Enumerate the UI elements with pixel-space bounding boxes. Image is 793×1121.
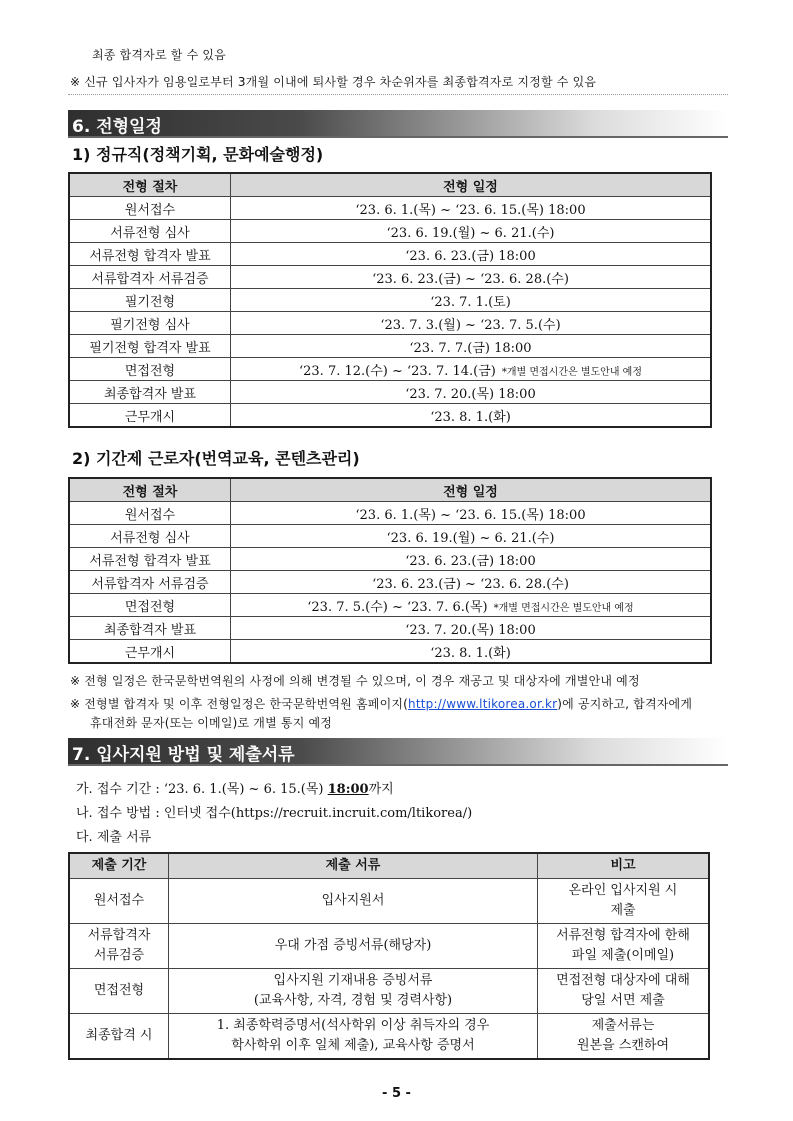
period-text: 가. 접수 기간 : ‘23. 6. 1.(목) ~ 6. 15.(목) bbox=[76, 782, 328, 797]
table-row bbox=[69, 404, 711, 428]
date-text: ‘23. 6. 19.(월) ~ 6. 21.(수) bbox=[386, 225, 555, 241]
step-cell: 서류전형 합격자 발표 bbox=[69, 243, 231, 266]
date-text: ‘23. 6. 23.(금) 18:00 bbox=[405, 248, 536, 264]
table-row bbox=[69, 220, 711, 243]
table-header-cell: 전형 절차 bbox=[69, 173, 231, 197]
date-text: ‘23. 7. 7.(금) 18:00 bbox=[409, 340, 532, 356]
note-line: 제출서류는 bbox=[591, 1018, 655, 1033]
note-cell bbox=[538, 924, 710, 969]
table-row bbox=[69, 525, 711, 548]
table-row bbox=[69, 594, 711, 617]
note-cell bbox=[538, 879, 710, 924]
table-row bbox=[69, 1014, 709, 1060]
step-cell: 면접전형 bbox=[69, 358, 231, 381]
step-cell: 서류전형 심사 bbox=[69, 220, 231, 243]
note-cell bbox=[538, 969, 710, 1014]
table-header-cell: 전형 절차 bbox=[69, 478, 231, 502]
date-cell bbox=[231, 381, 712, 404]
table-row bbox=[69, 502, 711, 525]
table-header-row bbox=[69, 173, 711, 197]
note-line: 당일 서면 제출 bbox=[581, 993, 665, 1008]
step-cell: 최종합격자 발표 bbox=[69, 617, 231, 640]
docs-cell bbox=[169, 969, 538, 1014]
step-cell: 서류전형 심사 bbox=[69, 525, 231, 548]
table-header-row bbox=[69, 853, 709, 879]
table-header-cell: 제출 기간 bbox=[69, 853, 169, 879]
date-extra-note: *개별 면접시간은 별도안내 예정 bbox=[501, 366, 642, 378]
date-cell bbox=[231, 312, 712, 335]
period-cell: 원서접수 bbox=[69, 879, 169, 924]
date-cell bbox=[231, 220, 712, 243]
docs-line: 학사학위 이후 일체 제출), 교육사항 증명서 bbox=[231, 1038, 475, 1053]
date-cell bbox=[231, 335, 712, 358]
table-header-cell: 제출 서류 bbox=[169, 853, 538, 879]
homepage-link[interactable]: http://www.ltikorea.or.kr bbox=[408, 697, 558, 711]
date-text: ‘23. 6. 23.(금) ~ ‘23. 6. 28.(수) bbox=[372, 576, 569, 592]
date-text: ‘23. 6. 1.(목) ~ ‘23. 6. 15.(목) 18:00 bbox=[355, 507, 586, 523]
date-cell bbox=[231, 571, 712, 594]
table-row bbox=[69, 266, 711, 289]
table-header-cell: 비고 bbox=[538, 853, 710, 879]
date-text: ‘23. 8. 1.(화) bbox=[430, 645, 511, 661]
docs-cell bbox=[169, 1014, 538, 1060]
table-row bbox=[69, 358, 711, 381]
table-row bbox=[69, 197, 711, 220]
docs-cell bbox=[169, 924, 538, 969]
section6-subheading-2: 2) 기간제 근로자(번역교육, 콘텐츠관리) bbox=[72, 449, 360, 468]
date-cell bbox=[231, 502, 712, 525]
date-extra-note: *개별 면접시간은 별도안내 예정 bbox=[493, 602, 634, 614]
step-cell: 원서접수 bbox=[69, 502, 231, 525]
page-number: - 5 - bbox=[382, 1086, 411, 1101]
date-text: ‘23. 7. 1.(토) bbox=[430, 294, 511, 310]
table-row bbox=[69, 969, 709, 1014]
docs-line: 입사지원 기재내용 증빙서류 bbox=[273, 973, 433, 988]
date-text: ‘23. 6. 23.(금) ~ ‘23. 6. 28.(수) bbox=[372, 271, 569, 287]
docs-line: (교육사항, 자격, 경험 및 경력사항) bbox=[253, 993, 453, 1008]
step-cell: 면접전형 bbox=[69, 594, 231, 617]
period-text-end: 까지 bbox=[368, 782, 394, 797]
table-row bbox=[69, 381, 711, 404]
note-line: 파일 제출(이메일) bbox=[571, 948, 675, 963]
section7-title-bar bbox=[68, 738, 728, 766]
documents-table bbox=[68, 852, 710, 1060]
deadline-time: 18:00 bbox=[327, 782, 369, 797]
note-line: 면접전형 대상자에 대해 bbox=[556, 973, 690, 988]
date-text: ‘23. 7. 5.(수) ~ ‘23. 7. 6.(목) bbox=[307, 599, 488, 615]
divider bbox=[68, 94, 728, 95]
period-cell: 최종합격 시 bbox=[69, 1014, 169, 1060]
docs-line: 입사지원서 bbox=[321, 893, 385, 908]
step-cell: 원서접수 bbox=[69, 197, 231, 220]
docs-line: 우대 가점 증빙서류(해당자) bbox=[274, 938, 432, 953]
section6-subheading-1: 1) 정규직(정책기획, 문화예술행정) bbox=[72, 145, 324, 164]
date-text: ‘23. 8. 1.(화) bbox=[430, 409, 511, 425]
date-text: ‘23. 7. 20.(목) 18:00 bbox=[405, 622, 536, 638]
date-cell bbox=[231, 266, 712, 289]
step-cell: 서류전형 합격자 발표 bbox=[69, 548, 231, 571]
date-cell bbox=[231, 243, 712, 266]
date-cell bbox=[231, 289, 712, 312]
schedule-table-regular bbox=[68, 172, 712, 428]
section6-title-bar bbox=[68, 110, 728, 138]
top-note-line1: 최종 합격자로 할 수 있음 bbox=[92, 48, 226, 62]
step-cell: 필기전형 bbox=[69, 289, 231, 312]
table-header-cell: 전형 일정 bbox=[231, 173, 712, 197]
date-cell bbox=[231, 525, 712, 548]
date-cell bbox=[231, 640, 712, 664]
period-cell: 면접전형 bbox=[69, 969, 169, 1014]
date-cell bbox=[231, 404, 712, 428]
step-cell: 근무개시 bbox=[69, 640, 231, 664]
step-cell: 필기전형 합격자 발표 bbox=[69, 335, 231, 358]
step-cell: 서류합격자 서류검증 bbox=[69, 571, 231, 594]
table-row bbox=[69, 243, 711, 266]
application-method: 나. 접수 방법 : 인터넷 접수(https://recruit.incruit.com/ltikorea/) bbox=[76, 806, 473, 821]
step-cell: 최종합격자 발표 bbox=[69, 381, 231, 404]
table-row bbox=[69, 335, 711, 358]
date-text: ‘23. 7. 20.(목) 18:00 bbox=[405, 386, 536, 402]
schedule-note-2-line2: 휴대전화 문자(또는 이메일)로 개별 통지 예정 bbox=[90, 716, 333, 730]
date-text: ‘23. 7. 12.(수) ~ ‘23. 7. 14.(금) bbox=[299, 363, 496, 379]
section7-title: 7. 입사지원 방법 및 제출서류 bbox=[72, 745, 295, 765]
date-text: ‘23. 7. 3.(월) ~ ‘23. 7. 5.(수) bbox=[380, 317, 561, 333]
table-row bbox=[69, 289, 711, 312]
note-line: 제출 bbox=[610, 903, 636, 918]
date-cell bbox=[231, 617, 712, 640]
section6-title: 6. 전형일정 bbox=[72, 117, 162, 137]
documents-heading: 다. 제출 서류 bbox=[76, 830, 152, 845]
date-cell bbox=[231, 548, 712, 571]
schedule-note-2 bbox=[70, 695, 692, 712]
step-cell: 서류합격자 서류검증 bbox=[69, 266, 231, 289]
table-row bbox=[69, 617, 711, 640]
table-row bbox=[69, 548, 711, 571]
date-text: ‘23. 6. 19.(월) ~ 6. 21.(수) bbox=[386, 530, 555, 546]
docs-line: 1. 최종학력증명서(석사학위 이상 취득자의 경우 bbox=[216, 1018, 490, 1033]
schedule-table-contract bbox=[68, 477, 712, 664]
table-header-row bbox=[69, 478, 711, 502]
step-cell: 근무개시 bbox=[69, 404, 231, 428]
top-note-line2: ※ 신규 입사자가 임용일로부터 3개월 이내에 퇴사할 경우 차순위자를 최종합격자로 지정할 수 있음 bbox=[70, 75, 597, 89]
note2-text-end: )에 공지하고, 합격자에게 bbox=[557, 697, 693, 711]
note2-text: ※ 전형별 합격자 및 이후 전형일정은 한국문학번역원 홈페이지( bbox=[70, 697, 409, 711]
docs-cell bbox=[169, 879, 538, 924]
note-cell bbox=[538, 1014, 710, 1060]
note-line: 원본을 스캔하여 bbox=[576, 1038, 670, 1053]
table-row bbox=[69, 924, 709, 969]
table-row bbox=[69, 879, 709, 924]
table-row bbox=[69, 640, 711, 664]
period-cell: 서류합격자 서류검증 bbox=[69, 924, 169, 969]
date-cell bbox=[231, 594, 712, 617]
step-cell: 필기전형 심사 bbox=[69, 312, 231, 335]
date-cell bbox=[231, 197, 712, 220]
date-text: ‘23. 6. 23.(금) 18:00 bbox=[405, 553, 536, 569]
date-text: ‘23. 6. 1.(목) ~ ‘23. 6. 15.(목) 18:00 bbox=[355, 202, 586, 218]
date-cell bbox=[231, 358, 712, 381]
application-period bbox=[76, 778, 394, 797]
table-row bbox=[69, 312, 711, 335]
note-line: 온라인 입사지원 시 bbox=[568, 883, 678, 898]
table-row bbox=[69, 571, 711, 594]
schedule-note-1: ※ 전형 일정은 한국문학번역원의 사정에 의해 변경될 수 있으며, 이 경우 재공고 및 대상자에 개별안내 예정 bbox=[70, 674, 640, 688]
table-header-cell: 전형 일정 bbox=[231, 478, 712, 502]
note-line: 서류전형 합격자에 한해 bbox=[556, 928, 690, 943]
